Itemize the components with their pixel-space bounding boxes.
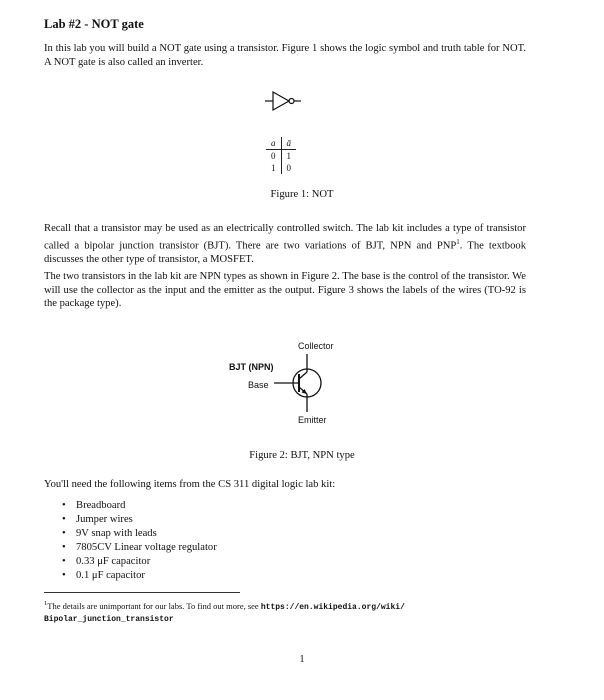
figure-1-caption: Figure 1: NOT — [270, 189, 334, 200]
npn-transistor-symbol — [272, 352, 332, 414]
base-label: Base — [248, 380, 269, 390]
bjt-title-label: BJT (NPN) — [229, 362, 274, 372]
truth-table-row — [266, 150, 296, 163]
truth-table — [266, 137, 296, 174]
intro-paragraph: In this lab you will build a NOT gate using a transistor. Figure 1 shows the logic symbol and truth table for NOT. A NOT gate is also called an inverter. — [44, 43, 526, 68]
footnote-mark: 1 — [44, 600, 48, 607]
collector-label: Collector — [298, 341, 334, 351]
footnote-text: The details are unimportant for our labs. To find out more, see — [47, 600, 261, 611]
page-number: 1 — [299, 654, 305, 665]
list-item: • 0.1 μF capacitor — [62, 569, 217, 583]
list-item: • 0.33 μF capacitor — [62, 555, 217, 569]
transistor-paragraph-text: Recall that a transistor may be used as an electrically controlled switch. The lab kit includes a type of transistor called a bipolar junction transistor (BJT). There are two variations of BJT, NPN and PNP — [44, 223, 526, 252]
not-gate-symbol — [261, 88, 303, 114]
truth-table-row — [266, 162, 296, 174]
truth-table-header-cell: ā — [281, 137, 296, 150]
footnote — [44, 598, 534, 626]
lab-heading: Lab #2 - NOT gate — [44, 17, 144, 31]
items-intro-paragraph: You'll need the following items from the CS 311 digital logic lab kit: — [44, 479, 336, 490]
truth-table-cell: 1 — [286, 151, 291, 161]
list-item: • 7805CV Linear voltage regulator — [62, 541, 217, 555]
footnote-url-part2: Bipolar_junction_transistor — [44, 615, 174, 625]
list-item: • Breadboard — [62, 499, 217, 513]
npn-paragraph: The two transistors in the lab kit are NPN types as shown in Figure 2. The base is the control of the transistor. We will use the collector as the input and the emitter as the output. Figure 3 shows the labels of the wires (TO-92 is the package type). — [44, 271, 526, 310]
truth-table-cell: 0 — [286, 163, 291, 173]
items-list — [62, 499, 217, 584]
truth-table-cell: 0 — [266, 150, 281, 163]
transistor-paragraph — [44, 222, 526, 266]
figure-2-caption: Figure 2: BJT, NPN type — [249, 450, 355, 461]
emitter-label: Emitter — [298, 415, 327, 425]
truth-table-header-cell: a — [266, 137, 281, 150]
footnote-rule — [44, 592, 240, 593]
truth-table-header — [266, 137, 296, 150]
footnote-reference: 1 — [456, 237, 460, 246]
footnote-url-part1: https://en.wikipedia.org/wiki/ — [260, 602, 405, 612]
list-item: • 9V snap with leads — [62, 527, 217, 541]
transistor-paragraph-text-end: . The textbook discusses the other type of transistor, a MOSFET. — [44, 240, 526, 265]
truth-table-cell: 1 — [266, 162, 281, 174]
list-item: • Jumper wires — [62, 513, 217, 527]
